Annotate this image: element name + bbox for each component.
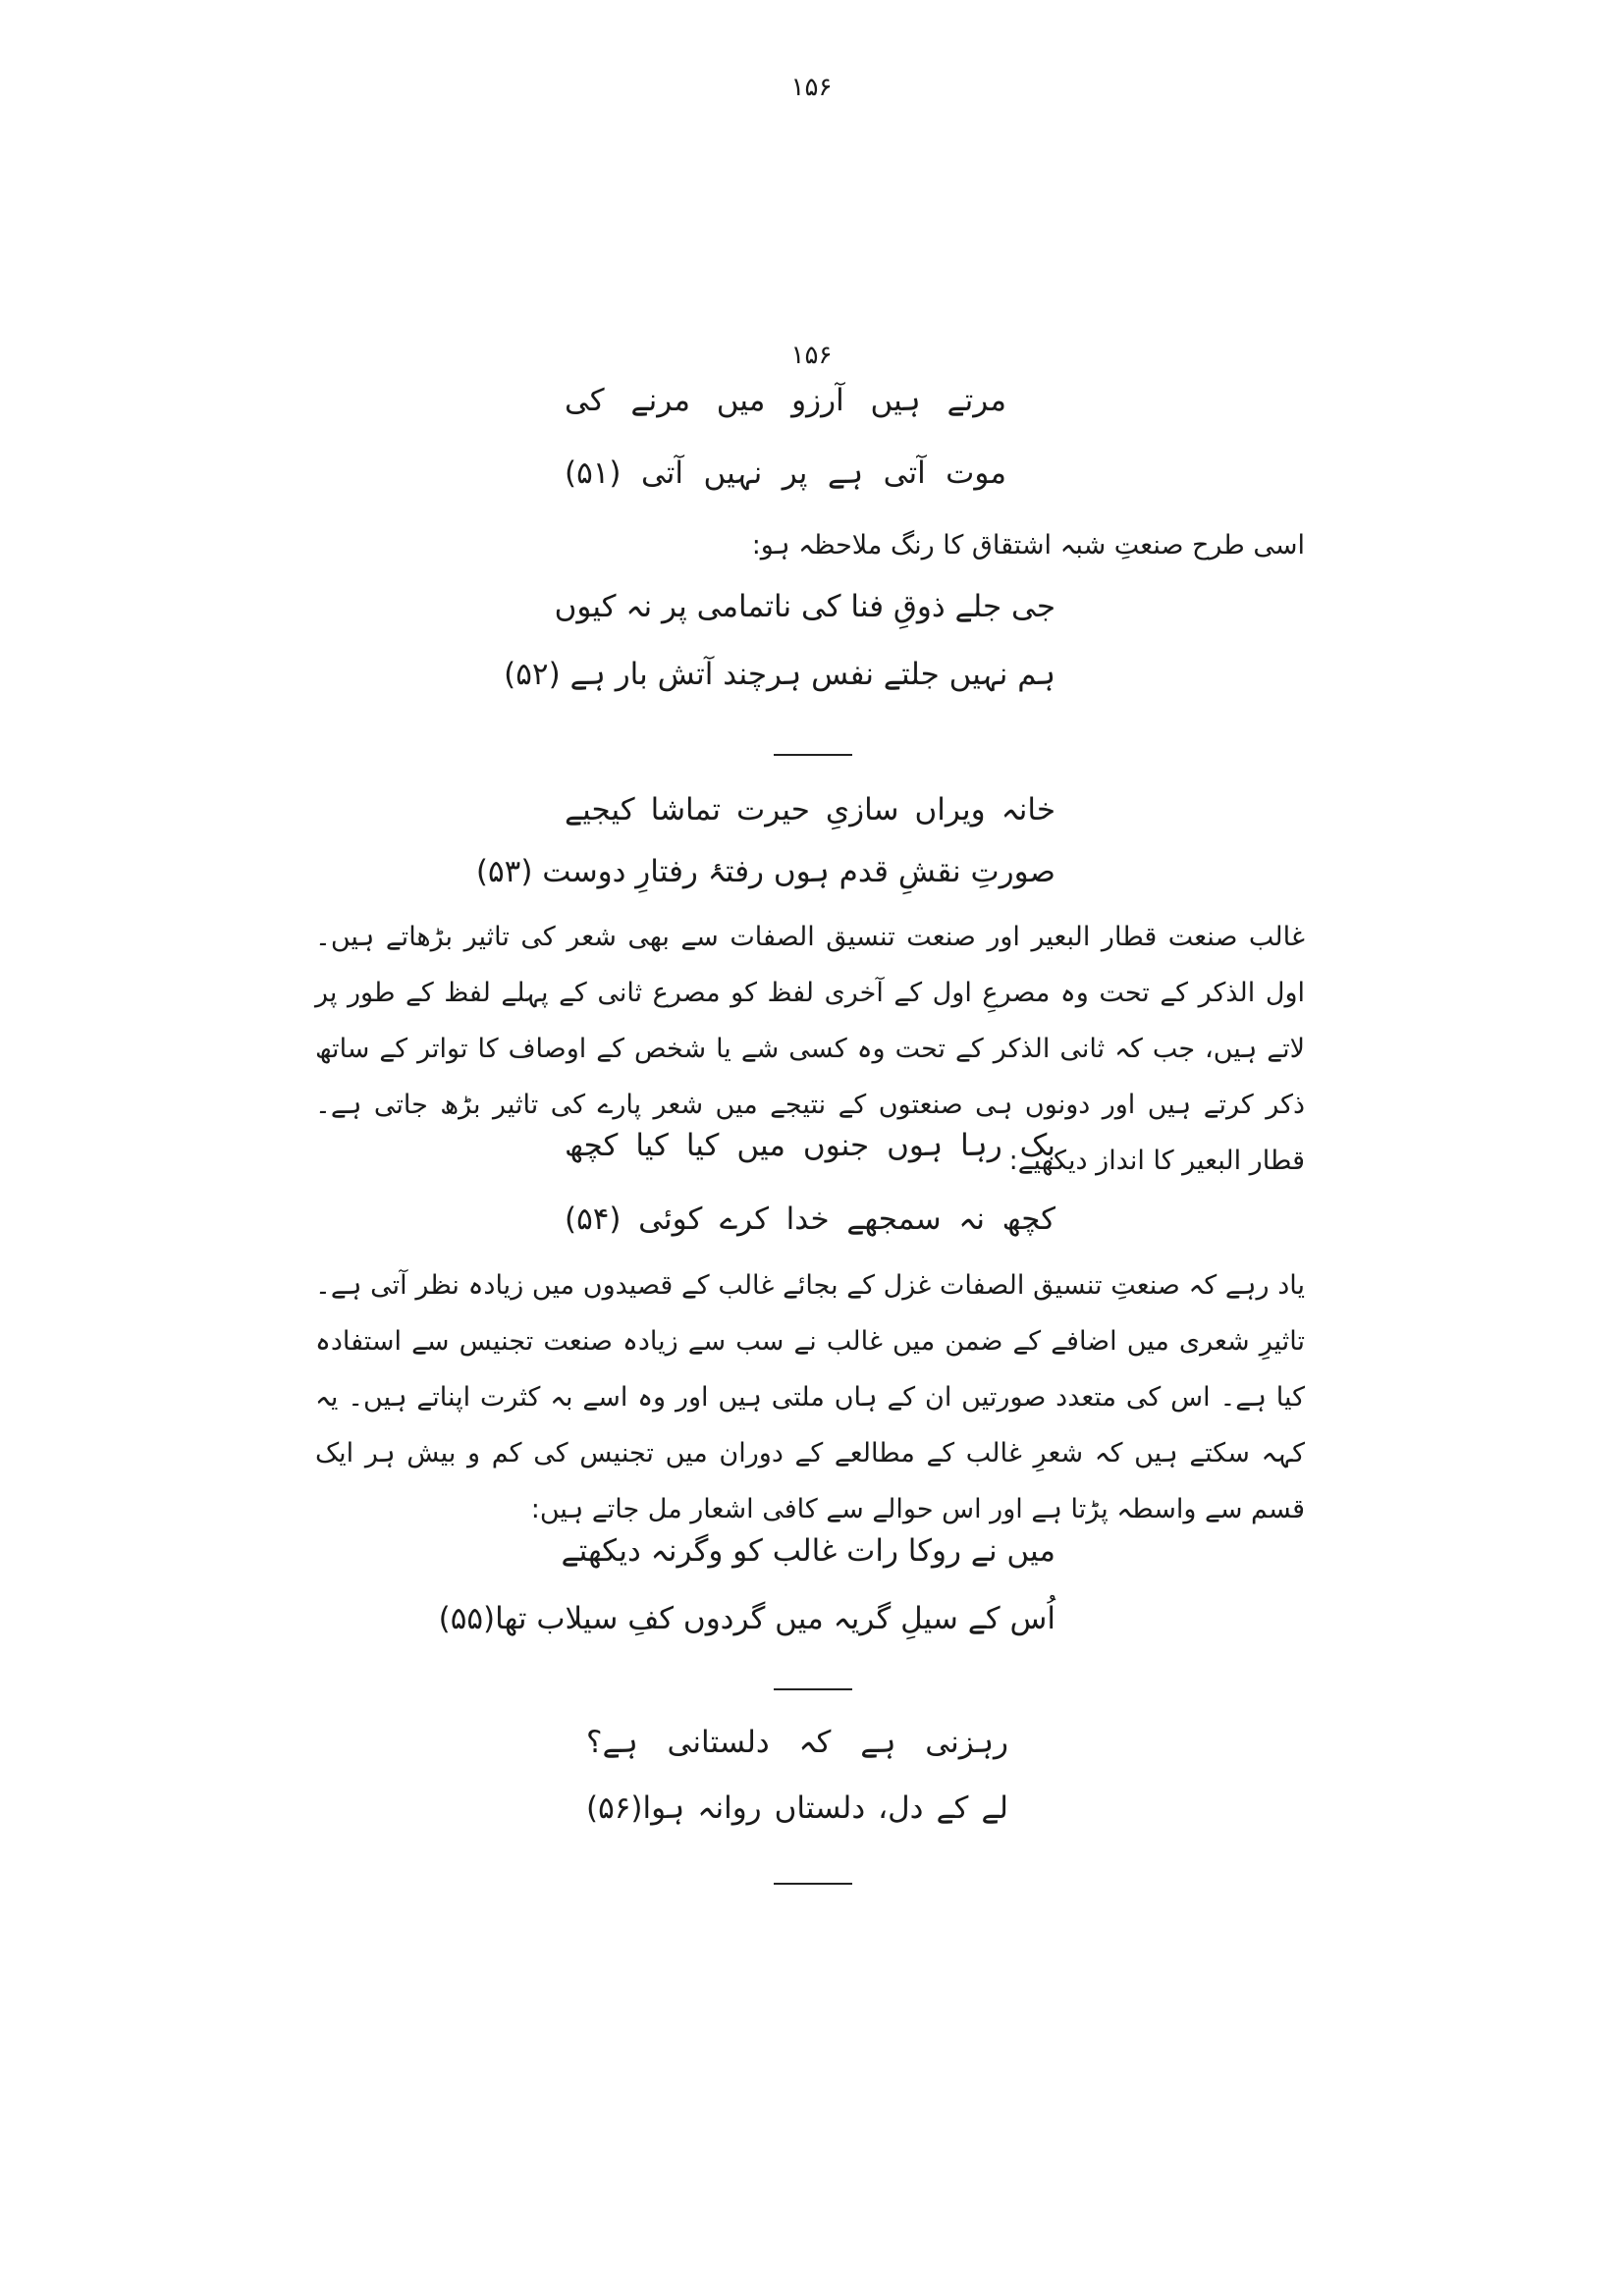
section-divider <box>774 1688 852 1690</box>
couplet-54-line-2: کچھ نہ سمجھے خدا کرے کوئی (۵۴) <box>565 1201 1055 1237</box>
couplet-51-line-2: موت آتی ہے پر نہیں آتی (۵۱) <box>565 455 1006 491</box>
couplet-56-line-2: لے کے دل، دلستاں روانہ ہوا(۵۶) <box>586 1790 1008 1826</box>
couplet-55-line-2: اُس کے سیلِ گریہ میں گردوں کفِ سیلاب تھا(۵۵) <box>438 1601 1055 1636</box>
paragraph-tajnees: یاد رہے کہ صنعتِ تنسیق الصفات غزل کے بجائے غالب کے قصیدوں میں زیادہ نظر آتی ہے۔ تاثیرِ شعری میں اضافے کے ضمن میں غالب نے سب سے زیادہ صنعت تجنیس سے استفادہ کیا ہے۔ اس کی متعدد صورتیں ان کے ہاں ملتی ہیں اور وہ اسے بہ کثرت اپناتے ہیں۔ یہ کہہ سکتے ہیں کہ شعرِ غالب کے مطالعے کے دوران میں تجنیس کی کم و بیش ہر ایک قسم سے واسطہ پڑتا ہے اور اس حوالے سے کافی اشعار مل جاتے ہیں: <box>315 1270 1305 1524</box>
couplet-53-line-1: خانہ ویراں سازیِ حیرت تماشا کیجیے <box>565 792 1055 828</box>
intro-shibh-ishtiqaq: اسی طرح صنعتِ شبہ اشتقاق کا رنگ ملاحظہ ہو: <box>751 530 1305 561</box>
couplet-52-line-1: جی جلے ذوقِ فنا کی ناتمامی پر نہ کیوں <box>554 589 1055 624</box>
couplet-52-line-2: ہم نہیں جلتے نفس ہرچند آتش بار ہے (۵۲) <box>504 657 1055 692</box>
paragraph-qitar-ul-baeer: غالب صنعت قطار البعیر اور صنعت تنسیق الصفات سے بھی شعر کی تاثیر بڑھاتے ہیں۔ اول الذکر کے تحت وہ مصرعِ اول کے آخری لفظ کو مصرع ثانی کے پہلے لفظ کے طور پر لاتے ہیں، جب کہ ثانی الذکر کے تحت وہ کسی شے یا شخص کے اوصاف کا تواتر کے ساتھ ذکر کرتے ہیں اور دونوں ہی صنعتوں کے نتیجے میں شعر پارے کی تاثیر بڑھ جاتی ہے۔ قطار البعیر کا انداز دیکھیے: <box>315 922 1305 1176</box>
section-divider <box>774 1883 852 1885</box>
couplet-56-line-1: رہزنی ہے کہ دلستانی ہے؟ <box>586 1725 1008 1760</box>
section-divider <box>774 754 852 756</box>
page-number-top: ۱۵۶ <box>790 73 833 102</box>
couplet-51-line-1: مرتے ہیں آرزو میں مرنے کی <box>565 383 1006 418</box>
page-number-inner: ۱۵۶ <box>790 341 833 370</box>
couplet-55-line-1: میں نے روکا رات غالب کو وگرنہ دیکھتے <box>561 1533 1055 1569</box>
couplet-54-line-1: بک رہا ہوں جنوں میں کیا کیا کچھ <box>565 1128 1055 1163</box>
couplet-53-line-2: صورتِ نقشِ قدم ہوں رفتۂ رفتارِ دوست (۵۳) <box>475 854 1055 889</box>
